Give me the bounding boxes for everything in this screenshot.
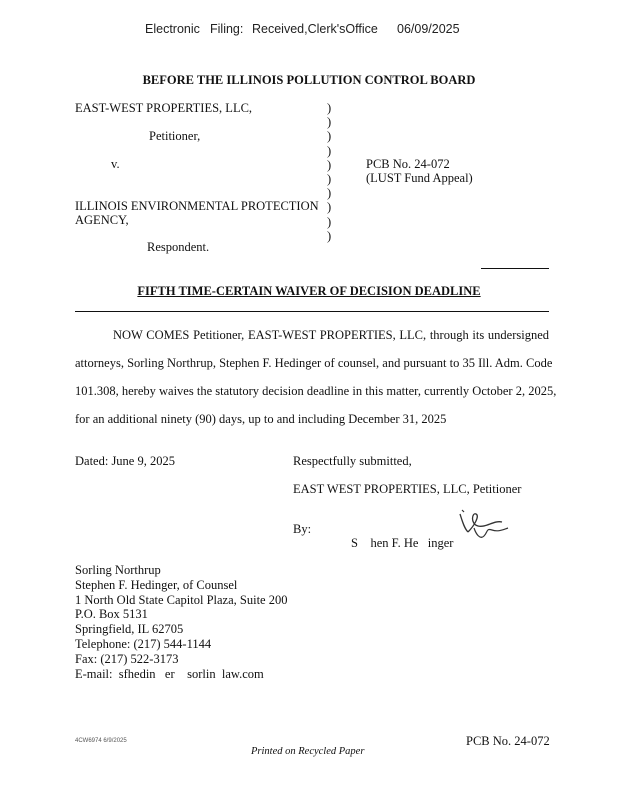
counsel-line: Fax: (217) 522-3173 (75, 651, 179, 666)
footer-case-number: PCB No. 24-072 (466, 734, 550, 748)
handwritten-signature (440, 506, 512, 548)
paren: ) (327, 228, 332, 243)
paren: ) (327, 157, 332, 172)
counsel-line: Telephone: (217) 544-1144 (75, 636, 212, 651)
body-line: for an additional ninety (90) days, up to and including December 31, 2025 (75, 412, 447, 426)
filing-stamp-electronic: Electronic (145, 22, 200, 36)
paren: ) (327, 129, 332, 144)
party-line: EAST WEST PROPERTIES, LLC, Petitioner (293, 482, 522, 496)
counsel-line: P.O. Box 5131 (75, 607, 148, 622)
body-line: NOW COMES Petitioner, EAST-WEST PROPERTIES, LLC, through its undersigned (113, 328, 549, 342)
signer-name: S hen F. He inger (351, 536, 454, 550)
counsel-line: Springfield, IL 62705 (75, 622, 184, 637)
respondent-label: Respondent. (147, 240, 210, 254)
respondent-name-line2: AGENCY, (75, 213, 129, 227)
counsel-line: Stephen F. Hedinger, of Counsel (75, 577, 238, 592)
petitioner-label: Petitioner, (149, 129, 201, 143)
case-type: (LUST Fund Appeal) (366, 171, 473, 185)
counsel-line: 1 North Old State Capitol Plaza, Suite 200 (75, 592, 288, 607)
respondent-name-line1: ILLINOIS ENVIRONMENTAL PROTECTION (75, 199, 319, 213)
counsel-line: Sorling Northrup (75, 563, 161, 577)
by-label: By: (293, 522, 312, 536)
footer-recycled: Printed on Recycled Paper (251, 746, 365, 757)
body-line: attorneys, Sorling Northrup, Stephen F. Hedinger of counsel, and pursuant to 35 Ill. Adm. Code (75, 356, 553, 370)
paren: ) (327, 186, 332, 201)
versus-label: v. (111, 157, 120, 171)
counsel-line: E-mail: sfhedin er sorlin law.com (75, 666, 264, 681)
board-heading: BEFORE THE ILLINOIS POLLUTION CONTROL BOARD (142, 73, 476, 87)
paren: ) (327, 172, 332, 187)
dated-line: Dated: June 9, 2025 (75, 454, 175, 468)
respectfully-submitted: Respectfully submitted, (293, 454, 412, 468)
paren: ) (327, 101, 332, 115)
document-title-text: FIFTH TIME-CERTAIN WAIVER OF DECISION DEADLINE (137, 284, 481, 298)
case-number: PCB No. 24-072 (366, 157, 450, 171)
filing-stamp-received: Received,Clerk'sOffice (252, 22, 378, 36)
petitioner-name: EAST-WEST PROPERTIES, LLC, (75, 101, 253, 115)
counsel-block (75, 563, 287, 681)
caption-parentheses (327, 101, 331, 243)
body-line: 101.308, hereby waives the statutory decision deadline in this matter, currently October 2, 2025, (75, 384, 557, 398)
paren: ) (327, 200, 332, 215)
document-title (0, 284, 618, 299)
divider-short (481, 268, 549, 269)
filing-stamp-filing: Filing: (210, 22, 244, 36)
footer-doc-code: 4CW6974 6/9/2025 (75, 738, 127, 744)
paren: ) (327, 214, 332, 229)
paren: ) (327, 115, 332, 130)
filing-stamp-date: 06/09/2025 (397, 22, 460, 36)
divider-long (75, 311, 549, 312)
paren: ) (327, 143, 332, 158)
